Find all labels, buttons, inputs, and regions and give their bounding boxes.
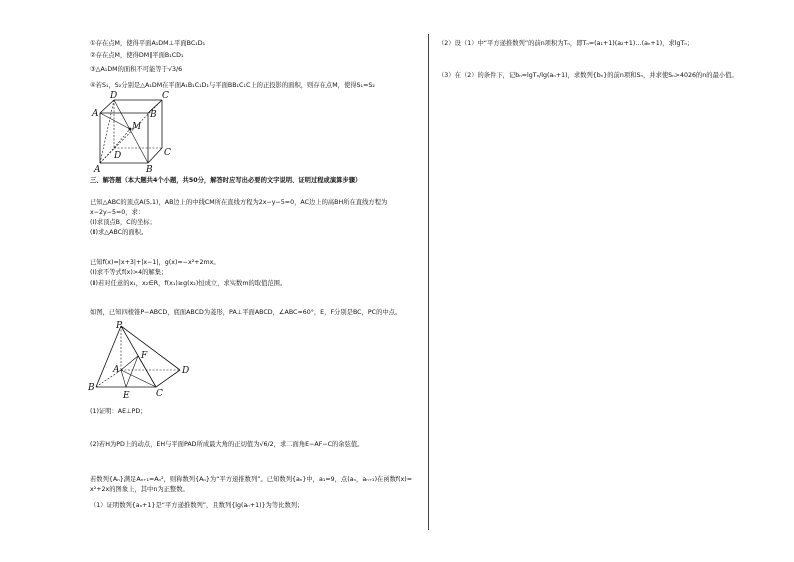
q2-line1: 已知f(x)=|x+3|+|x−1|，g(x)=−x²+2mx。 xyxy=(90,259,220,266)
q4-part3: （3）在（2）的条件下，记bₙ=lgTₙ/lg(aₙ+1)，求数列{bₙ}的前n项和Sₙ，并求使Sₙ>4026的n的最小值。 xyxy=(438,72,738,79)
q1-line3: (Ⅰ)求顶点B，C的坐标； xyxy=(90,219,156,226)
label-D: D xyxy=(182,366,190,376)
label-A: A xyxy=(92,109,99,119)
label-E: E xyxy=(123,391,130,401)
q3-part1: (1)证明：AE⊥PD； xyxy=(90,408,147,415)
label-C: C xyxy=(156,389,163,399)
label-B: B xyxy=(88,383,95,393)
q4-part2: （2）设（1）中“平方递推数列”的前n项积为Tₙ，即Tₙ=(a₁+1)(a₂+1)…(aₙ+1)，求lgTₙ； xyxy=(438,40,694,47)
option-4: ④若S₁，S₂分别是△A₁DM在平面A₁B₁C₁D₁与平面BB₁C₁C上的正投影的面积，则存在点M，使得S₁=S₂ xyxy=(90,82,375,89)
q4-line1: 若数列{Aₙ}满足Aₙ₊₁=Aₙ²，则称数列{Aₙ}为“平方递推数列”。已知数列{aₙ}中，a₁=9，点(aₙ，aₙ₊₁)在函数f(x)= xyxy=(90,476,413,483)
q1-line2: x−2y−5=0，求： xyxy=(90,209,145,216)
label-C: C xyxy=(162,91,169,101)
label-C1: C xyxy=(164,148,171,158)
label-D1: D xyxy=(114,151,122,161)
label-F: F xyxy=(141,351,148,361)
label-M: M xyxy=(132,122,142,132)
pyramid-figure xyxy=(88,320,198,400)
q4-line2: x²+2x的图象上，其中n为正整数。 xyxy=(90,486,189,493)
option-3: ③△A₁DM的面积不可能等于√3/6 xyxy=(90,66,183,73)
option-2: ②存在点M，使得DM∥平面B₁CD₁ xyxy=(90,52,184,59)
label-B: B xyxy=(150,110,157,120)
q3-part2: (2)若H为PD上的动点，EH与平面PAD所成最大角的正切值为√6/2，求二面角E−AF−C的余弦值。 xyxy=(90,441,364,448)
q1-line1: 已知△ABC的顶点A(5,1)，AB边上的中线CM所在直线方程为2x−y−5=0，AC边上的高BH所在直线方程为 xyxy=(90,199,388,206)
option-1: ①存在点M，使得平面A₁DM⊥平面BC₁D₁ xyxy=(90,40,206,47)
q3-line1: 如图，已知四棱锥P−ABCD，底面ABCD为菱形，PA⊥平面ABCD，∠ABC=60°，E，F分别是BC，PC的中点。 xyxy=(90,309,402,316)
label-A: A xyxy=(113,365,120,375)
cube-figure xyxy=(92,93,192,173)
q4-part1: （1）证明数列{aₙ+1}是“平方递推数列”，且数列{lg(aₙ+1)}为等比数列； xyxy=(90,502,304,509)
label-D: D xyxy=(110,91,118,101)
label-P: P xyxy=(116,321,123,331)
label-A1: A xyxy=(94,165,101,175)
q2-line3: (Ⅱ)若对任意的x₁，x₂∈R，f(x₁)≥g(x₂)恒成立，求实数m的取值范围。 xyxy=(90,280,287,287)
label-B1: B xyxy=(146,165,153,175)
column-divider xyxy=(428,34,429,530)
section-heading: 三、解答题（本大题共4个小题，共50分，解答时应写出必要的文字说明、证明过程或演算步骤） xyxy=(90,177,362,184)
q1-line4: (Ⅱ)求△ABC的面积。 xyxy=(90,229,148,236)
q2-line2: (Ⅰ)求不等式f(x)>4的解集； xyxy=(90,269,168,276)
